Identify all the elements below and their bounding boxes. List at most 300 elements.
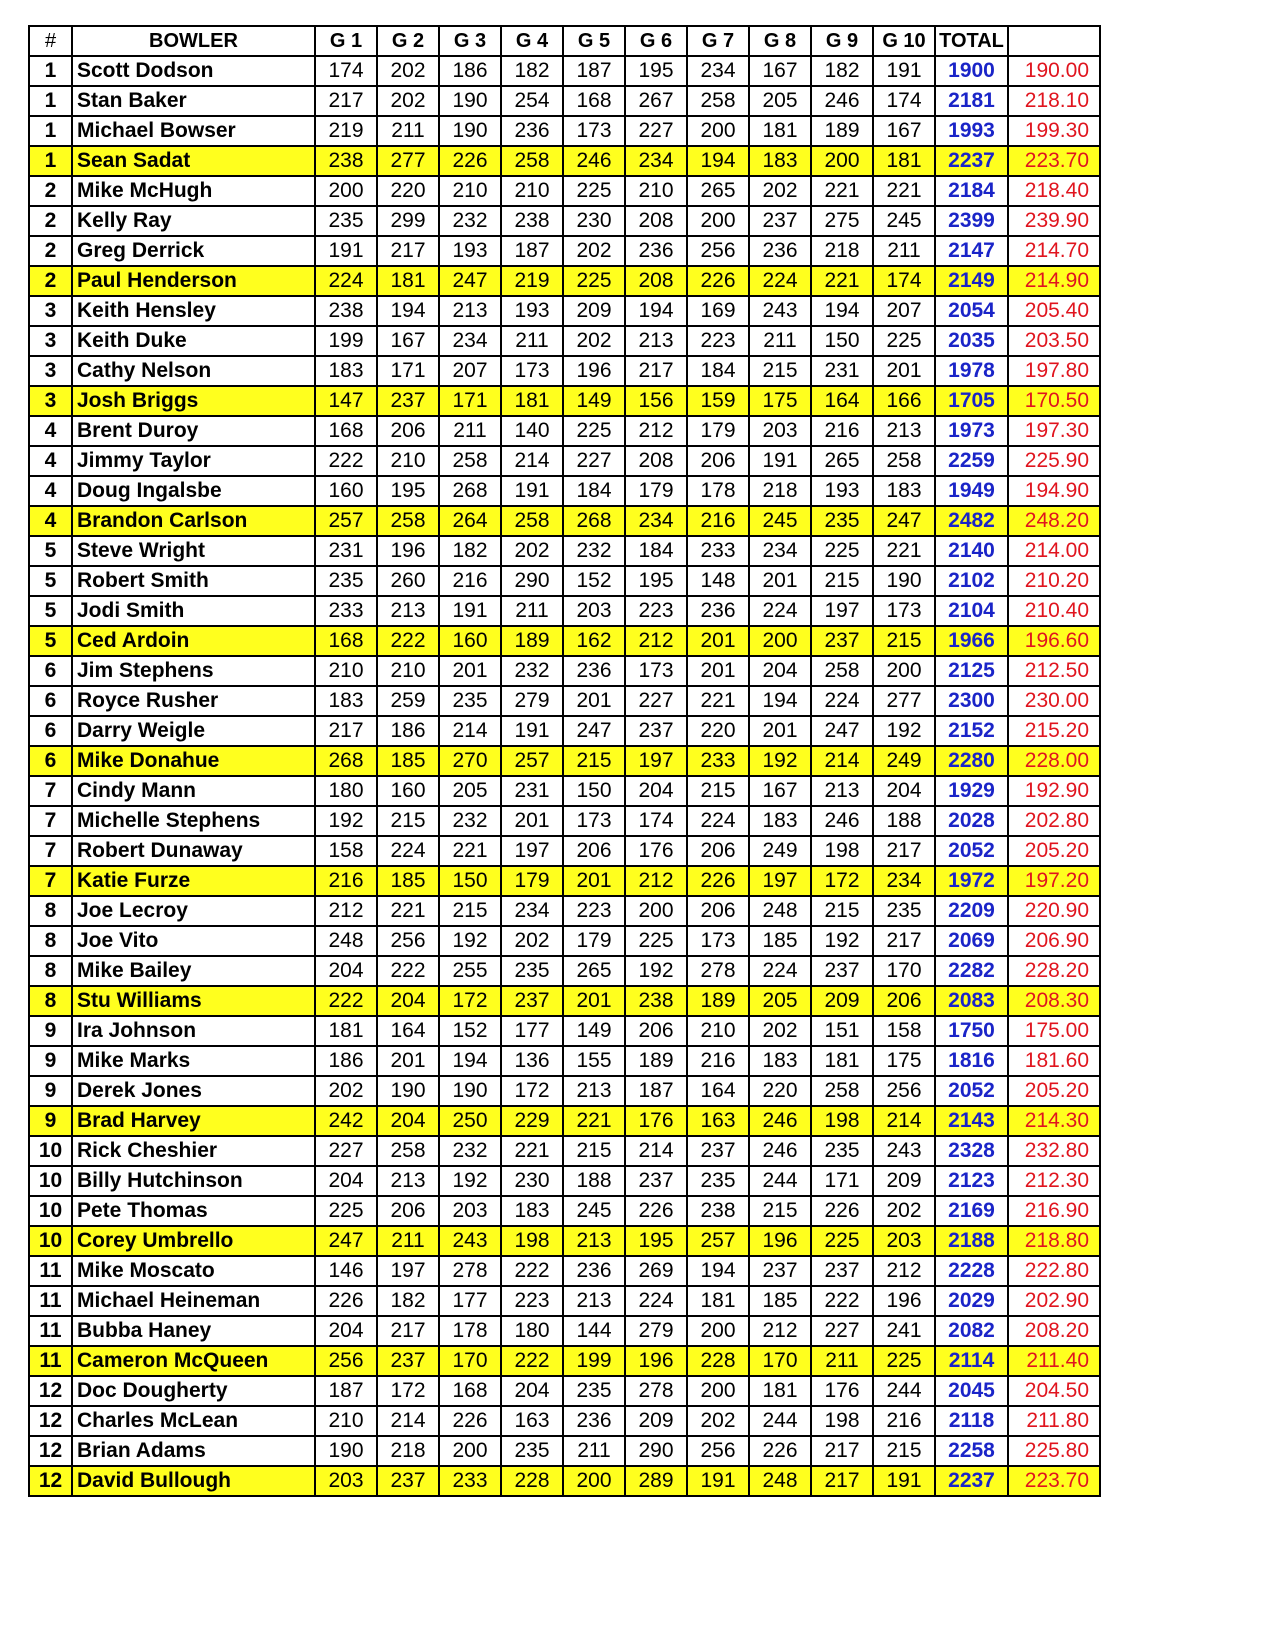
average-cell: 211.40 — [1008, 1346, 1100, 1376]
game-8-score-cell: 185 — [749, 1286, 811, 1316]
game-6-score-cell: 209 — [625, 1406, 687, 1436]
game-3-score-cell: 201 — [439, 656, 501, 686]
game-5-score-cell: 155 — [563, 1046, 625, 1076]
header-g1: G 1 — [315, 26, 377, 56]
game-6-score-cell: 238 — [625, 986, 687, 1016]
rank-cell: 6 — [29, 686, 72, 716]
game-2-score-cell: 220 — [377, 176, 439, 206]
rank-cell: 9 — [29, 1016, 72, 1046]
game-10-score-cell: 201 — [873, 356, 935, 386]
bowler-name-cell: Bubba Haney — [72, 1316, 315, 1346]
header-g2: G 2 — [377, 26, 439, 56]
game-2-score-cell: 164 — [377, 1016, 439, 1046]
game-3-score-cell: 186 — [439, 56, 501, 86]
game-9-score-cell: 215 — [811, 566, 873, 596]
bowler-name-cell: Billy Hutchinson — [72, 1166, 315, 1196]
table-row — [29, 1436, 1100, 1466]
game-9-score-cell: 237 — [811, 1256, 873, 1286]
game-8-score-cell: 211 — [749, 326, 811, 356]
game-2-score-cell: 222 — [377, 956, 439, 986]
game-9-score-cell: 237 — [811, 626, 873, 656]
game-4-score-cell: 235 — [501, 1436, 563, 1466]
table-row — [29, 656, 1100, 686]
rank-cell: 12 — [29, 1376, 72, 1406]
total-cell: 2259 — [935, 446, 1008, 476]
game-2-score-cell: 237 — [377, 386, 439, 416]
table-row — [29, 536, 1100, 566]
game-1-score-cell: 226 — [315, 1286, 377, 1316]
game-8-score-cell: 203 — [749, 416, 811, 446]
game-8-score-cell: 246 — [749, 1136, 811, 1166]
header-g6: G 6 — [625, 26, 687, 56]
game-5-score-cell: 206 — [563, 836, 625, 866]
game-1-score-cell: 216 — [315, 866, 377, 896]
game-6-score-cell: 234 — [625, 506, 687, 536]
total-cell: 2328 — [935, 1136, 1008, 1166]
game-4-score-cell: 182 — [501, 56, 563, 86]
game-9-score-cell: 247 — [811, 716, 873, 746]
game-7-score-cell: 200 — [687, 1376, 749, 1406]
game-7-score-cell: 189 — [687, 986, 749, 1016]
average-cell: 170.50 — [1008, 386, 1100, 416]
game-4-score-cell: 222 — [501, 1256, 563, 1286]
game-9-score-cell: 225 — [811, 1226, 873, 1256]
game-1-score-cell: 235 — [315, 206, 377, 236]
game-4-score-cell: 173 — [501, 356, 563, 386]
game-3-score-cell: 232 — [439, 206, 501, 236]
game-5-score-cell: 152 — [563, 566, 625, 596]
header-g10: G 10 — [873, 26, 935, 56]
rank-cell: 1 — [29, 86, 72, 116]
game-4-score-cell: 189 — [501, 626, 563, 656]
game-3-score-cell: 250 — [439, 1106, 501, 1136]
average-cell: 181.60 — [1008, 1046, 1100, 1076]
game-6-score-cell: 237 — [625, 716, 687, 746]
game-4-score-cell: 211 — [501, 596, 563, 626]
game-6-score-cell: 195 — [625, 566, 687, 596]
total-cell: 2169 — [935, 1196, 1008, 1226]
game-3-score-cell: 268 — [439, 476, 501, 506]
game-5-score-cell: 213 — [563, 1076, 625, 1106]
total-cell: 2143 — [935, 1106, 1008, 1136]
game-5-score-cell: 162 — [563, 626, 625, 656]
game-2-score-cell: 181 — [377, 266, 439, 296]
total-cell: 2054 — [935, 296, 1008, 326]
game-1-score-cell: 183 — [315, 356, 377, 386]
table-row — [29, 1046, 1100, 1076]
game-8-score-cell: 224 — [749, 266, 811, 296]
total-cell: 1973 — [935, 416, 1008, 446]
game-8-score-cell: 244 — [749, 1166, 811, 1196]
game-5-score-cell: 236 — [563, 1406, 625, 1436]
game-10-score-cell: 215 — [873, 626, 935, 656]
game-9-score-cell: 209 — [811, 986, 873, 1016]
header-average — [1008, 26, 1100, 56]
game-3-score-cell: 207 — [439, 356, 501, 386]
game-6-score-cell: 269 — [625, 1256, 687, 1286]
game-6-score-cell: 184 — [625, 536, 687, 566]
game-7-score-cell: 233 — [687, 746, 749, 776]
game-9-score-cell: 193 — [811, 476, 873, 506]
game-5-score-cell: 225 — [563, 266, 625, 296]
game-4-score-cell: 228 — [501, 1466, 563, 1496]
game-8-score-cell: 183 — [749, 146, 811, 176]
average-cell: 205.20 — [1008, 1076, 1100, 1106]
game-7-score-cell: 179 — [687, 416, 749, 446]
game-10-score-cell: 173 — [873, 596, 935, 626]
game-6-score-cell: 156 — [625, 386, 687, 416]
game-8-score-cell: 248 — [749, 1466, 811, 1496]
game-7-score-cell: 224 — [687, 806, 749, 836]
game-10-score-cell: 170 — [873, 956, 935, 986]
game-4-score-cell: 221 — [501, 1136, 563, 1166]
header-g9: G 9 — [811, 26, 873, 56]
game-9-score-cell: 211 — [811, 1346, 873, 1376]
average-cell: 208.30 — [1008, 986, 1100, 1016]
game-5-score-cell: 236 — [563, 656, 625, 686]
game-10-score-cell: 167 — [873, 116, 935, 146]
game-6-score-cell: 279 — [625, 1316, 687, 1346]
game-1-score-cell: 192 — [315, 806, 377, 836]
game-8-score-cell: 197 — [749, 866, 811, 896]
game-8-score-cell: 237 — [749, 1256, 811, 1286]
game-3-score-cell: 215 — [439, 896, 501, 926]
game-7-score-cell: 169 — [687, 296, 749, 326]
game-6-score-cell: 234 — [625, 146, 687, 176]
rank-cell: 10 — [29, 1226, 72, 1256]
game-7-score-cell: 238 — [687, 1196, 749, 1226]
game-10-score-cell: 212 — [873, 1256, 935, 1286]
bowler-name-cell: Cindy Mann — [72, 776, 315, 806]
bowler-name-cell: Michael Heineman — [72, 1286, 315, 1316]
bowler-name-cell: Darry Weigle — [72, 716, 315, 746]
game-5-score-cell: 201 — [563, 986, 625, 1016]
game-5-score-cell: 184 — [563, 476, 625, 506]
average-cell: 190.00 — [1008, 56, 1100, 86]
rank-cell: 9 — [29, 1046, 72, 1076]
game-3-score-cell: 190 — [439, 86, 501, 116]
game-3-score-cell: 255 — [439, 956, 501, 986]
game-1-score-cell: 257 — [315, 506, 377, 536]
bowler-name-cell: Jodi Smith — [72, 596, 315, 626]
game-3-score-cell: 213 — [439, 296, 501, 326]
game-5-score-cell: 215 — [563, 1136, 625, 1166]
game-6-score-cell: 194 — [625, 296, 687, 326]
total-cell: 2104 — [935, 596, 1008, 626]
table-row — [29, 206, 1100, 236]
game-7-score-cell: 164 — [687, 1076, 749, 1106]
game-10-score-cell: 217 — [873, 836, 935, 866]
game-10-score-cell: 214 — [873, 1106, 935, 1136]
game-5-score-cell: 245 — [563, 1196, 625, 1226]
average-cell: 202.90 — [1008, 1286, 1100, 1316]
game-1-score-cell: 183 — [315, 686, 377, 716]
game-2-score-cell: 185 — [377, 866, 439, 896]
table-row — [29, 776, 1100, 806]
game-4-score-cell: 179 — [501, 866, 563, 896]
game-7-score-cell: 257 — [687, 1226, 749, 1256]
game-1-score-cell: 203 — [315, 1466, 377, 1496]
game-8-score-cell: 237 — [749, 206, 811, 236]
total-cell: 1705 — [935, 386, 1008, 416]
game-5-score-cell: 201 — [563, 866, 625, 896]
game-10-score-cell: 221 — [873, 536, 935, 566]
game-3-score-cell: 152 — [439, 1016, 501, 1046]
table-row — [29, 1226, 1100, 1256]
game-1-score-cell: 238 — [315, 296, 377, 326]
bowler-name-cell: Steve Wright — [72, 536, 315, 566]
rank-cell: 3 — [29, 356, 72, 386]
game-6-score-cell: 289 — [625, 1466, 687, 1496]
game-6-score-cell: 197 — [625, 746, 687, 776]
game-1-score-cell: 268 — [315, 746, 377, 776]
game-3-score-cell: 192 — [439, 926, 501, 956]
bowler-name-cell: Mike Marks — [72, 1046, 315, 1076]
game-5-score-cell: 144 — [563, 1316, 625, 1346]
total-cell: 1900 — [935, 56, 1008, 86]
game-4-score-cell: 198 — [501, 1226, 563, 1256]
game-4-score-cell: 140 — [501, 416, 563, 446]
game-1-score-cell: 247 — [315, 1226, 377, 1256]
game-6-score-cell: 267 — [625, 86, 687, 116]
game-6-score-cell: 212 — [625, 626, 687, 656]
game-5-score-cell: 223 — [563, 896, 625, 926]
game-4-score-cell: 181 — [501, 386, 563, 416]
average-cell: 194.90 — [1008, 476, 1100, 506]
game-6-score-cell: 236 — [625, 236, 687, 266]
header-row — [29, 26, 1100, 56]
average-cell: 218.40 — [1008, 176, 1100, 206]
game-4-score-cell: 258 — [501, 146, 563, 176]
bowler-name-cell: Brian Adams — [72, 1436, 315, 1466]
game-10-score-cell: 244 — [873, 1376, 935, 1406]
game-3-score-cell: 214 — [439, 716, 501, 746]
total-cell: 2237 — [935, 1466, 1008, 1496]
game-10-score-cell: 277 — [873, 686, 935, 716]
bowler-name-cell: Cathy Nelson — [72, 356, 315, 386]
game-1-score-cell: 256 — [315, 1346, 377, 1376]
table-row — [29, 1346, 1100, 1376]
rank-cell: 8 — [29, 896, 72, 926]
game-3-score-cell: 203 — [439, 1196, 501, 1226]
game-7-score-cell: 278 — [687, 956, 749, 986]
total-cell: 2399 — [935, 206, 1008, 236]
table-row — [29, 986, 1100, 1016]
average-cell: 205.40 — [1008, 296, 1100, 326]
bowler-name-cell: Stan Baker — [72, 86, 315, 116]
game-9-score-cell: 221 — [811, 176, 873, 206]
game-10-score-cell: 204 — [873, 776, 935, 806]
game-5-score-cell: 149 — [563, 386, 625, 416]
game-5-score-cell: 268 — [563, 506, 625, 536]
game-10-score-cell: 221 — [873, 176, 935, 206]
average-cell: 214.90 — [1008, 266, 1100, 296]
game-5-score-cell: 173 — [563, 806, 625, 836]
game-2-score-cell: 215 — [377, 806, 439, 836]
game-2-score-cell: 182 — [377, 1286, 439, 1316]
game-9-score-cell: 171 — [811, 1166, 873, 1196]
game-1-score-cell: 222 — [315, 986, 377, 1016]
rank-cell: 11 — [29, 1286, 72, 1316]
game-10-score-cell: 211 — [873, 236, 935, 266]
table-row — [29, 866, 1100, 896]
game-10-score-cell: 191 — [873, 56, 935, 86]
game-5-score-cell: 201 — [563, 686, 625, 716]
rank-cell: 9 — [29, 1076, 72, 1106]
average-cell: 232.80 — [1008, 1136, 1100, 1166]
average-cell: 212.50 — [1008, 656, 1100, 686]
table-row — [29, 1286, 1100, 1316]
game-8-score-cell: 183 — [749, 1046, 811, 1076]
game-2-score-cell: 204 — [377, 986, 439, 1016]
game-2-score-cell: 210 — [377, 656, 439, 686]
average-cell: 215.20 — [1008, 716, 1100, 746]
game-2-score-cell: 211 — [377, 1226, 439, 1256]
game-3-score-cell: 194 — [439, 1046, 501, 1076]
game-8-score-cell: 246 — [749, 1106, 811, 1136]
game-1-score-cell: 187 — [315, 1376, 377, 1406]
table-row — [29, 266, 1100, 296]
game-3-score-cell: 270 — [439, 746, 501, 776]
game-9-score-cell: 225 — [811, 536, 873, 566]
game-1-score-cell: 210 — [315, 656, 377, 686]
table-row — [29, 1106, 1100, 1136]
game-1-score-cell: 202 — [315, 1076, 377, 1106]
game-4-score-cell: 234 — [501, 896, 563, 926]
game-3-score-cell: 168 — [439, 1376, 501, 1406]
game-4-score-cell: 290 — [501, 566, 563, 596]
game-9-score-cell: 194 — [811, 296, 873, 326]
game-7-score-cell: 226 — [687, 266, 749, 296]
bowler-name-cell: Mike Donahue — [72, 746, 315, 776]
game-2-score-cell: 258 — [377, 506, 439, 536]
game-4-score-cell: 232 — [501, 656, 563, 686]
game-3-score-cell: 232 — [439, 1136, 501, 1166]
game-6-score-cell: 227 — [625, 686, 687, 716]
game-6-score-cell: 226 — [625, 1196, 687, 1226]
game-7-score-cell: 206 — [687, 446, 749, 476]
game-7-score-cell: 223 — [687, 326, 749, 356]
average-cell: 218.10 — [1008, 86, 1100, 116]
game-4-score-cell: 180 — [501, 1316, 563, 1346]
game-7-score-cell: 220 — [687, 716, 749, 746]
table-row — [29, 1376, 1100, 1406]
total-cell: 2140 — [935, 536, 1008, 566]
bowler-name-cell: Corey Umbrello — [72, 1226, 315, 1256]
game-2-score-cell: 237 — [377, 1346, 439, 1376]
average-cell: 228.20 — [1008, 956, 1100, 986]
game-9-score-cell: 215 — [811, 896, 873, 926]
game-9-score-cell: 150 — [811, 326, 873, 356]
game-7-score-cell: 178 — [687, 476, 749, 506]
header-g5: G 5 — [563, 26, 625, 56]
game-7-score-cell: 215 — [687, 776, 749, 806]
rank-cell: 1 — [29, 116, 72, 146]
game-8-score-cell: 185 — [749, 926, 811, 956]
game-3-score-cell: 235 — [439, 686, 501, 716]
game-8-score-cell: 170 — [749, 1346, 811, 1376]
game-7-score-cell: 206 — [687, 836, 749, 866]
game-10-score-cell: 183 — [873, 476, 935, 506]
rank-cell: 7 — [29, 866, 72, 896]
game-9-score-cell: 246 — [811, 86, 873, 116]
bowler-name-cell: Josh Briggs — [72, 386, 315, 416]
game-2-score-cell: 299 — [377, 206, 439, 236]
bowler-name-cell: Charles McLean — [72, 1406, 315, 1436]
average-cell: 197.80 — [1008, 356, 1100, 386]
game-9-score-cell: 164 — [811, 386, 873, 416]
total-cell: 1972 — [935, 866, 1008, 896]
game-1-score-cell: 227 — [315, 1136, 377, 1166]
game-2-score-cell: 172 — [377, 1376, 439, 1406]
game-4-score-cell: 191 — [501, 476, 563, 506]
table-row — [29, 296, 1100, 326]
game-6-score-cell: 206 — [625, 1016, 687, 1046]
total-cell: 1966 — [935, 626, 1008, 656]
rank-cell: 11 — [29, 1346, 72, 1376]
game-9-score-cell: 181 — [811, 1046, 873, 1076]
average-cell: 223.70 — [1008, 146, 1100, 176]
bowler-name-cell: Brent Duroy — [72, 416, 315, 446]
bowler-name-cell: Derek Jones — [72, 1076, 315, 1106]
game-3-score-cell: 150 — [439, 866, 501, 896]
average-cell: 216.90 — [1008, 1196, 1100, 1226]
game-10-score-cell: 216 — [873, 1406, 935, 1436]
game-6-score-cell: 208 — [625, 446, 687, 476]
game-6-score-cell: 179 — [625, 476, 687, 506]
table-row — [29, 1076, 1100, 1106]
rank-cell: 4 — [29, 446, 72, 476]
game-4-score-cell: 222 — [501, 1346, 563, 1376]
game-1-score-cell: 180 — [315, 776, 377, 806]
game-10-score-cell: 258 — [873, 446, 935, 476]
game-2-score-cell: 214 — [377, 1406, 439, 1436]
bowler-name-cell: Mike McHugh — [72, 176, 315, 206]
bowler-scores-table — [28, 25, 1101, 1497]
game-2-score-cell: 202 — [377, 86, 439, 116]
game-2-score-cell: 210 — [377, 446, 439, 476]
game-1-score-cell: 168 — [315, 626, 377, 656]
rank-cell: 7 — [29, 836, 72, 866]
bowler-name-cell: Cameron McQueen — [72, 1346, 315, 1376]
game-6-score-cell: 187 — [625, 1076, 687, 1106]
average-cell: 210.40 — [1008, 596, 1100, 626]
game-2-score-cell: 258 — [377, 1136, 439, 1166]
game-8-score-cell: 244 — [749, 1406, 811, 1436]
rank-cell: 2 — [29, 206, 72, 236]
rank-cell: 2 — [29, 176, 72, 206]
game-8-score-cell: 215 — [749, 1196, 811, 1226]
game-7-score-cell: 235 — [687, 1166, 749, 1196]
game-8-score-cell: 224 — [749, 956, 811, 986]
game-3-score-cell: 192 — [439, 1166, 501, 1196]
game-3-score-cell: 226 — [439, 146, 501, 176]
total-cell: 2280 — [935, 746, 1008, 776]
game-7-score-cell: 194 — [687, 1256, 749, 1286]
game-9-score-cell: 217 — [811, 1436, 873, 1466]
game-7-score-cell: 234 — [687, 56, 749, 86]
game-2-score-cell: 222 — [377, 626, 439, 656]
game-5-score-cell: 247 — [563, 716, 625, 746]
game-2-score-cell: 259 — [377, 686, 439, 716]
bowler-name-cell: Scott Dodson — [72, 56, 315, 86]
header-g7: G 7 — [687, 26, 749, 56]
total-cell: 2258 — [935, 1436, 1008, 1466]
game-1-score-cell: 199 — [315, 326, 377, 356]
game-7-score-cell: 201 — [687, 656, 749, 686]
game-7-score-cell: 258 — [687, 86, 749, 116]
total-cell: 2083 — [935, 986, 1008, 1016]
